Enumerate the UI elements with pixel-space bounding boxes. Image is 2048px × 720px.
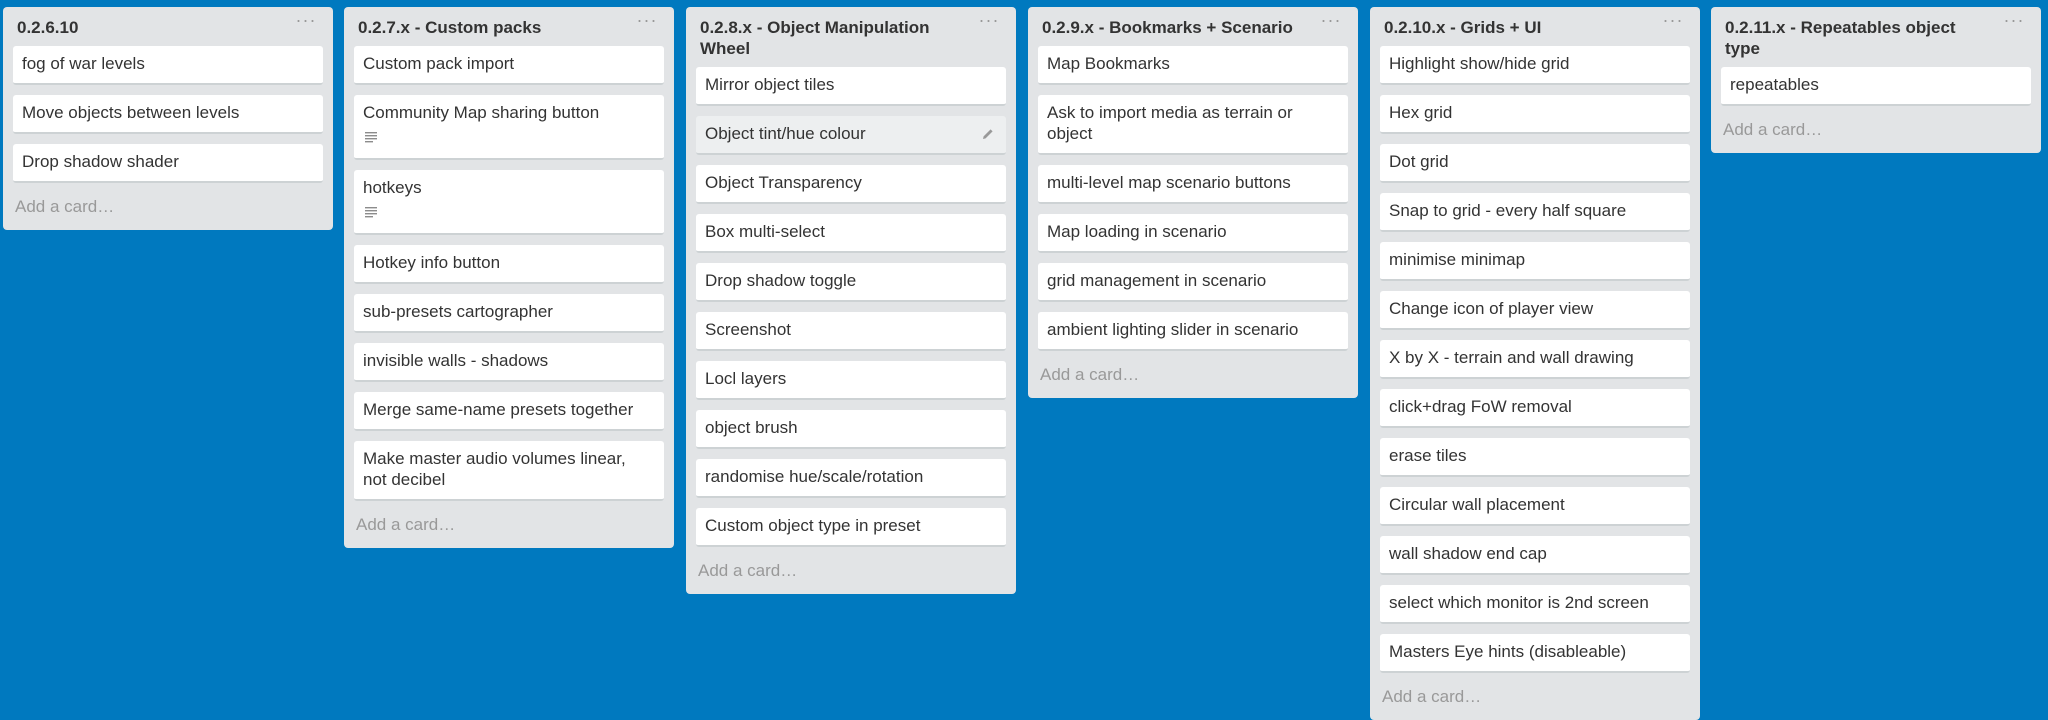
card[interactable]	[354, 170, 664, 235]
card-title: Custom pack import	[363, 54, 515, 73]
card[interactable]	[354, 294, 664, 333]
card-title: Object tint/hue colour	[705, 124, 866, 143]
add-card-button[interactable]: Add a card…	[356, 515, 456, 534]
card[interactable]	[354, 245, 664, 284]
ellipsis-icon[interactable]: ···	[1320, 10, 1342, 30]
list-title[interactable]: 0.2.7.x - Custom packs	[358, 18, 542, 37]
card-title: grid management in scenario	[1047, 271, 1267, 290]
card-title: Locl layers	[705, 369, 787, 388]
card-list	[696, 63, 1006, 547]
card-title: randomise hue/scale/rotation	[705, 467, 924, 486]
card[interactable]	[354, 46, 664, 85]
ellipsis-icon[interactable]: ···	[978, 10, 1000, 30]
card[interactable]	[696, 508, 1006, 547]
card[interactable]	[696, 116, 1006, 155]
card-title: Make master audio volumes linear, not decibel	[363, 449, 626, 489]
card[interactable]	[1038, 312, 1348, 351]
card[interactable]	[354, 95, 664, 160]
list-header	[354, 7, 664, 42]
card-title: Screenshot	[705, 320, 791, 339]
card-title: click+drag FoW removal	[1389, 397, 1572, 416]
card[interactable]	[1721, 67, 2031, 106]
list-title[interactable]: 0.2.11.x - Repeatables object type	[1725, 18, 1956, 58]
list-header	[696, 7, 1006, 63]
card-title: Ask to import media as terrain or object	[1047, 103, 1293, 143]
card[interactable]	[1380, 438, 1690, 477]
card-title: Custom object type in preset	[705, 516, 921, 535]
list	[1711, 7, 2041, 153]
card-title: ambient lighting slider in scenario	[1047, 320, 1299, 339]
card-title: Hotkey info button	[363, 253, 501, 272]
card[interactable]	[1380, 95, 1690, 134]
list-title[interactable]: 0.2.6.10	[17, 18, 79, 37]
add-card-button[interactable]: Add a card…	[698, 561, 798, 580]
card[interactable]	[1380, 340, 1690, 379]
card[interactable]	[1380, 536, 1690, 575]
list	[344, 7, 674, 548]
card[interactable]	[1380, 291, 1690, 330]
card-title: sub-presets cartographer	[363, 302, 553, 321]
card[interactable]	[696, 459, 1006, 498]
card-list	[1038, 42, 1348, 351]
description-icon	[363, 204, 379, 220]
card-title: select which monitor is 2nd screen	[1389, 593, 1649, 612]
card[interactable]	[13, 95, 323, 134]
pencil-icon[interactable]	[981, 127, 995, 141]
card-title: minimise minimap	[1389, 250, 1526, 269]
list	[1028, 7, 1358, 398]
card-title: invisible walls - shadows	[363, 351, 549, 370]
card[interactable]	[1380, 144, 1690, 183]
card-title: Drop shadow toggle	[705, 271, 857, 290]
card-list	[354, 42, 664, 501]
card[interactable]	[1380, 585, 1690, 624]
card-title: erase tiles	[1389, 446, 1467, 465]
card[interactable]	[696, 361, 1006, 400]
card-badges	[363, 129, 654, 149]
card[interactable]	[1380, 46, 1690, 85]
ellipsis-icon[interactable]: ···	[295, 10, 317, 30]
card-title: Masters Eye hints (disableable)	[1389, 642, 1627, 661]
add-card-button[interactable]: Add a card…	[15, 197, 115, 216]
card[interactable]	[13, 144, 323, 183]
card[interactable]	[1038, 214, 1348, 253]
card-title: Snap to grid - every half square	[1389, 201, 1627, 220]
card[interactable]	[1380, 634, 1690, 673]
card-title: multi-level map scenario buttons	[1047, 173, 1291, 192]
card-title: Dot grid	[1389, 152, 1449, 171]
card[interactable]	[696, 410, 1006, 449]
list-header	[1721, 7, 2031, 63]
card-title: Highlight show/hide grid	[1389, 54, 1570, 73]
list-header	[1380, 7, 1690, 42]
card-title: hotkeys	[363, 178, 422, 197]
card[interactable]	[1380, 389, 1690, 428]
list-title[interactable]: 0.2.10.x - Grids + UI	[1384, 18, 1542, 37]
card[interactable]	[1038, 46, 1348, 85]
card-title: object brush	[705, 418, 798, 437]
add-card-button[interactable]: Add a card…	[1382, 687, 1482, 706]
card-title: Move objects between levels	[22, 103, 240, 122]
card-title: Map Bookmarks	[1047, 54, 1170, 73]
card[interactable]	[354, 343, 664, 382]
ellipsis-icon[interactable]: ···	[2003, 10, 2025, 30]
ellipsis-icon[interactable]: ···	[1662, 10, 1684, 30]
list	[686, 7, 1016, 594]
list	[1370, 7, 1700, 720]
card[interactable]	[1038, 165, 1348, 204]
card-title: fog of war levels	[22, 54, 145, 73]
card-title: Drop shadow shader	[22, 152, 179, 171]
list-title[interactable]: 0.2.9.x - Bookmarks + Scenario	[1042, 18, 1293, 37]
card-title: Map loading in scenario	[1047, 222, 1227, 241]
list-header	[13, 7, 323, 42]
card[interactable]	[1380, 487, 1690, 526]
card-title: Object Transparency	[705, 173, 862, 192]
card-title: Hex grid	[1389, 103, 1453, 122]
card-list	[1380, 42, 1690, 673]
card-list	[1721, 63, 2031, 106]
card[interactable]	[1038, 95, 1348, 155]
card-list	[13, 42, 323, 183]
list	[3, 7, 333, 230]
add-card-button[interactable]: Add a card…	[1723, 120, 1823, 139]
card-title: Mirror object tiles	[705, 75, 835, 94]
card-title: Circular wall placement	[1389, 495, 1565, 514]
card-badges	[363, 204, 654, 224]
card[interactable]	[696, 67, 1006, 106]
card[interactable]	[1380, 193, 1690, 232]
card[interactable]	[696, 214, 1006, 253]
ellipsis-icon[interactable]: ···	[636, 10, 658, 30]
card-title: Community Map sharing button	[363, 103, 600, 122]
card[interactable]	[354, 441, 664, 501]
card[interactable]	[13, 46, 323, 85]
card[interactable]	[696, 312, 1006, 351]
card[interactable]	[696, 165, 1006, 204]
card-title: Merge same-name presets together	[363, 400, 634, 419]
card[interactable]	[354, 392, 664, 431]
card[interactable]	[1380, 242, 1690, 281]
card[interactable]	[1038, 263, 1348, 302]
list-title[interactable]: 0.2.8.x - Object Manipulation Wheel	[700, 18, 930, 58]
card-title: repeatables	[1730, 75, 1819, 94]
card-title: wall shadow end cap	[1389, 544, 1547, 563]
card-title: X by X - terrain and wall drawing	[1389, 348, 1634, 367]
card[interactable]	[696, 263, 1006, 302]
card-title: Change icon of player view	[1389, 299, 1594, 318]
list-header	[1038, 7, 1348, 42]
add-card-button[interactable]: Add a card…	[1040, 365, 1140, 384]
description-icon	[363, 129, 379, 145]
card-title: Box multi-select	[705, 222, 825, 241]
